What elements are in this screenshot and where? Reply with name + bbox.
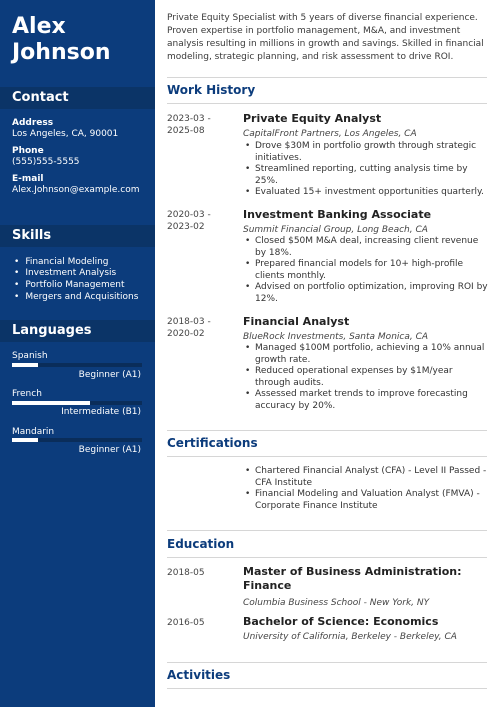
education-heading: Education — [167, 537, 235, 551]
language-name: French — [12, 389, 42, 399]
job-bullet: • Reduced operational expenses by $1M/year through audits. — [243, 366, 488, 389]
certification-list — [243, 466, 488, 512]
language-proficiency-fill — [12, 438, 38, 442]
section-divider — [167, 103, 487, 104]
job-bullet: • Managed $100M portfolio, achieving a 10% annual growth rate. — [243, 343, 488, 366]
job-bullet: • Evaluated 15+ investment opportunities quarterly. — [243, 187, 488, 199]
activities-heading: Activities — [167, 668, 231, 682]
section-divider — [167, 77, 487, 78]
language-name: Mandarin — [12, 427, 55, 437]
phone-value[interactable]: (555)555-5555 — [12, 157, 80, 167]
job-bullets — [243, 236, 488, 305]
language-level: Intermediate (B1) — [61, 407, 141, 417]
language-proficiency-fill — [12, 401, 90, 405]
job-start-date: 2018-03 - — [167, 317, 211, 327]
job-bullet: • Closed $50M M&A deal, increasing client revenue by 18%. — [243, 236, 488, 259]
school-name: University of California, Berkeley - Berkeley, CA — [243, 632, 457, 642]
skill-item: • Portfolio Management — [14, 280, 124, 291]
language-proficiency-bar — [12, 401, 142, 405]
job-bullet: • Assessed market trends to improve forecasting accuracy by 20%. — [243, 389, 488, 412]
skill-item: • Investment Analysis — [14, 268, 116, 279]
job-bullet: • Drove $30M in portfolio growth through strategic initiatives. — [243, 141, 488, 164]
job-bullets — [243, 141, 488, 199]
language-proficiency-bar — [12, 363, 142, 367]
job-bullet: • Streamlined reporting, cutting analysis time by 25%. — [243, 164, 488, 187]
job-company: Summit Financial Group, Long Beach, CA — [243, 225, 428, 235]
language-name: Spanish — [12, 351, 48, 361]
professional-summary: Private Equity Specialist with 5 years of diverse financial experience. Proven expertise in portfolio management, M&A, and investment analysis resulting in millions in growth and savings. Skilled in financial modeling, strategic planning, and risk assessment to drive ROI. — [167, 13, 484, 62]
section-divider — [167, 688, 487, 689]
job-end-date: 2025-08 — [167, 126, 205, 136]
sidebar — [0, 0, 155, 707]
job-start-date: 2020-03 - — [167, 210, 211, 220]
education-date: 2016-05 — [167, 618, 205, 628]
address-label: Address — [12, 118, 54, 128]
language-proficiency-bar — [12, 438, 142, 442]
degree-title: Master of Business Administration: Finance — [243, 565, 462, 592]
job-title: Financial Analyst — [243, 315, 350, 328]
job-title: Private Equity Analyst — [243, 112, 382, 125]
job-end-date: 2023-02 — [167, 222, 205, 232]
section-divider — [167, 557, 487, 558]
section-divider — [167, 430, 487, 431]
job-dates — [167, 209, 237, 233]
skill-item: • Mergers and Acquisitions — [14, 292, 138, 303]
job-end-date: 2020-02 — [167, 329, 205, 339]
email-value[interactable]: Alex.Johnson@example.com — [12, 185, 140, 195]
language-proficiency-fill — [12, 363, 38, 367]
section-divider — [167, 456, 487, 457]
skills-heading: Skills — [0, 225, 155, 247]
language-level: Beginner (A1) — [78, 370, 141, 380]
section-divider — [167, 662, 487, 663]
address-value: Los Angeles, CA, 90001 — [12, 129, 119, 139]
language-level: Beginner (A1) — [78, 445, 141, 455]
candidate-name — [12, 14, 111, 66]
job-start-date: 2023-03 - — [167, 114, 211, 124]
work-history-heading: Work History — [167, 83, 256, 97]
contact-heading: Contact — [0, 87, 155, 109]
certification-item: • Financial Modeling and Valuation Analyst (FMVA) - Corporate Finance Institute — [243, 489, 488, 512]
skill-item: • Financial Modeling — [14, 257, 109, 268]
job-dates — [167, 316, 237, 340]
first-name: Alex — [12, 14, 66, 39]
degree-title: Bachelor of Science: Economics — [243, 615, 439, 628]
job-bullet: • Advised on portfolio optimization, improving ROI by 12%. — [243, 282, 488, 305]
education-date: 2018-05 — [167, 568, 205, 578]
job-company: BlueRock Investments, Santa Monica, CA — [243, 332, 429, 342]
certification-item: • Chartered Financial Analyst (CFA) - Level II Passed - CFA Institute — [243, 466, 488, 489]
email-label: E-mail — [12, 174, 44, 184]
school-name: Columbia Business School - New York, NY — [243, 598, 430, 608]
languages-heading: Languages — [0, 320, 155, 342]
section-divider — [167, 530, 487, 531]
phone-label: Phone — [12, 146, 44, 156]
certifications-heading: Certifications — [167, 436, 258, 450]
job-dates — [167, 113, 237, 137]
job-bullets — [243, 343, 488, 412]
job-bullet: • Prepared financial models for 10+ high-profile clients monthly. — [243, 259, 488, 282]
job-company: CapitalFront Partners, Los Angeles, CA — [243, 129, 417, 139]
last-name: Johnson — [12, 40, 111, 65]
job-title: Investment Banking Associate — [243, 208, 432, 221]
